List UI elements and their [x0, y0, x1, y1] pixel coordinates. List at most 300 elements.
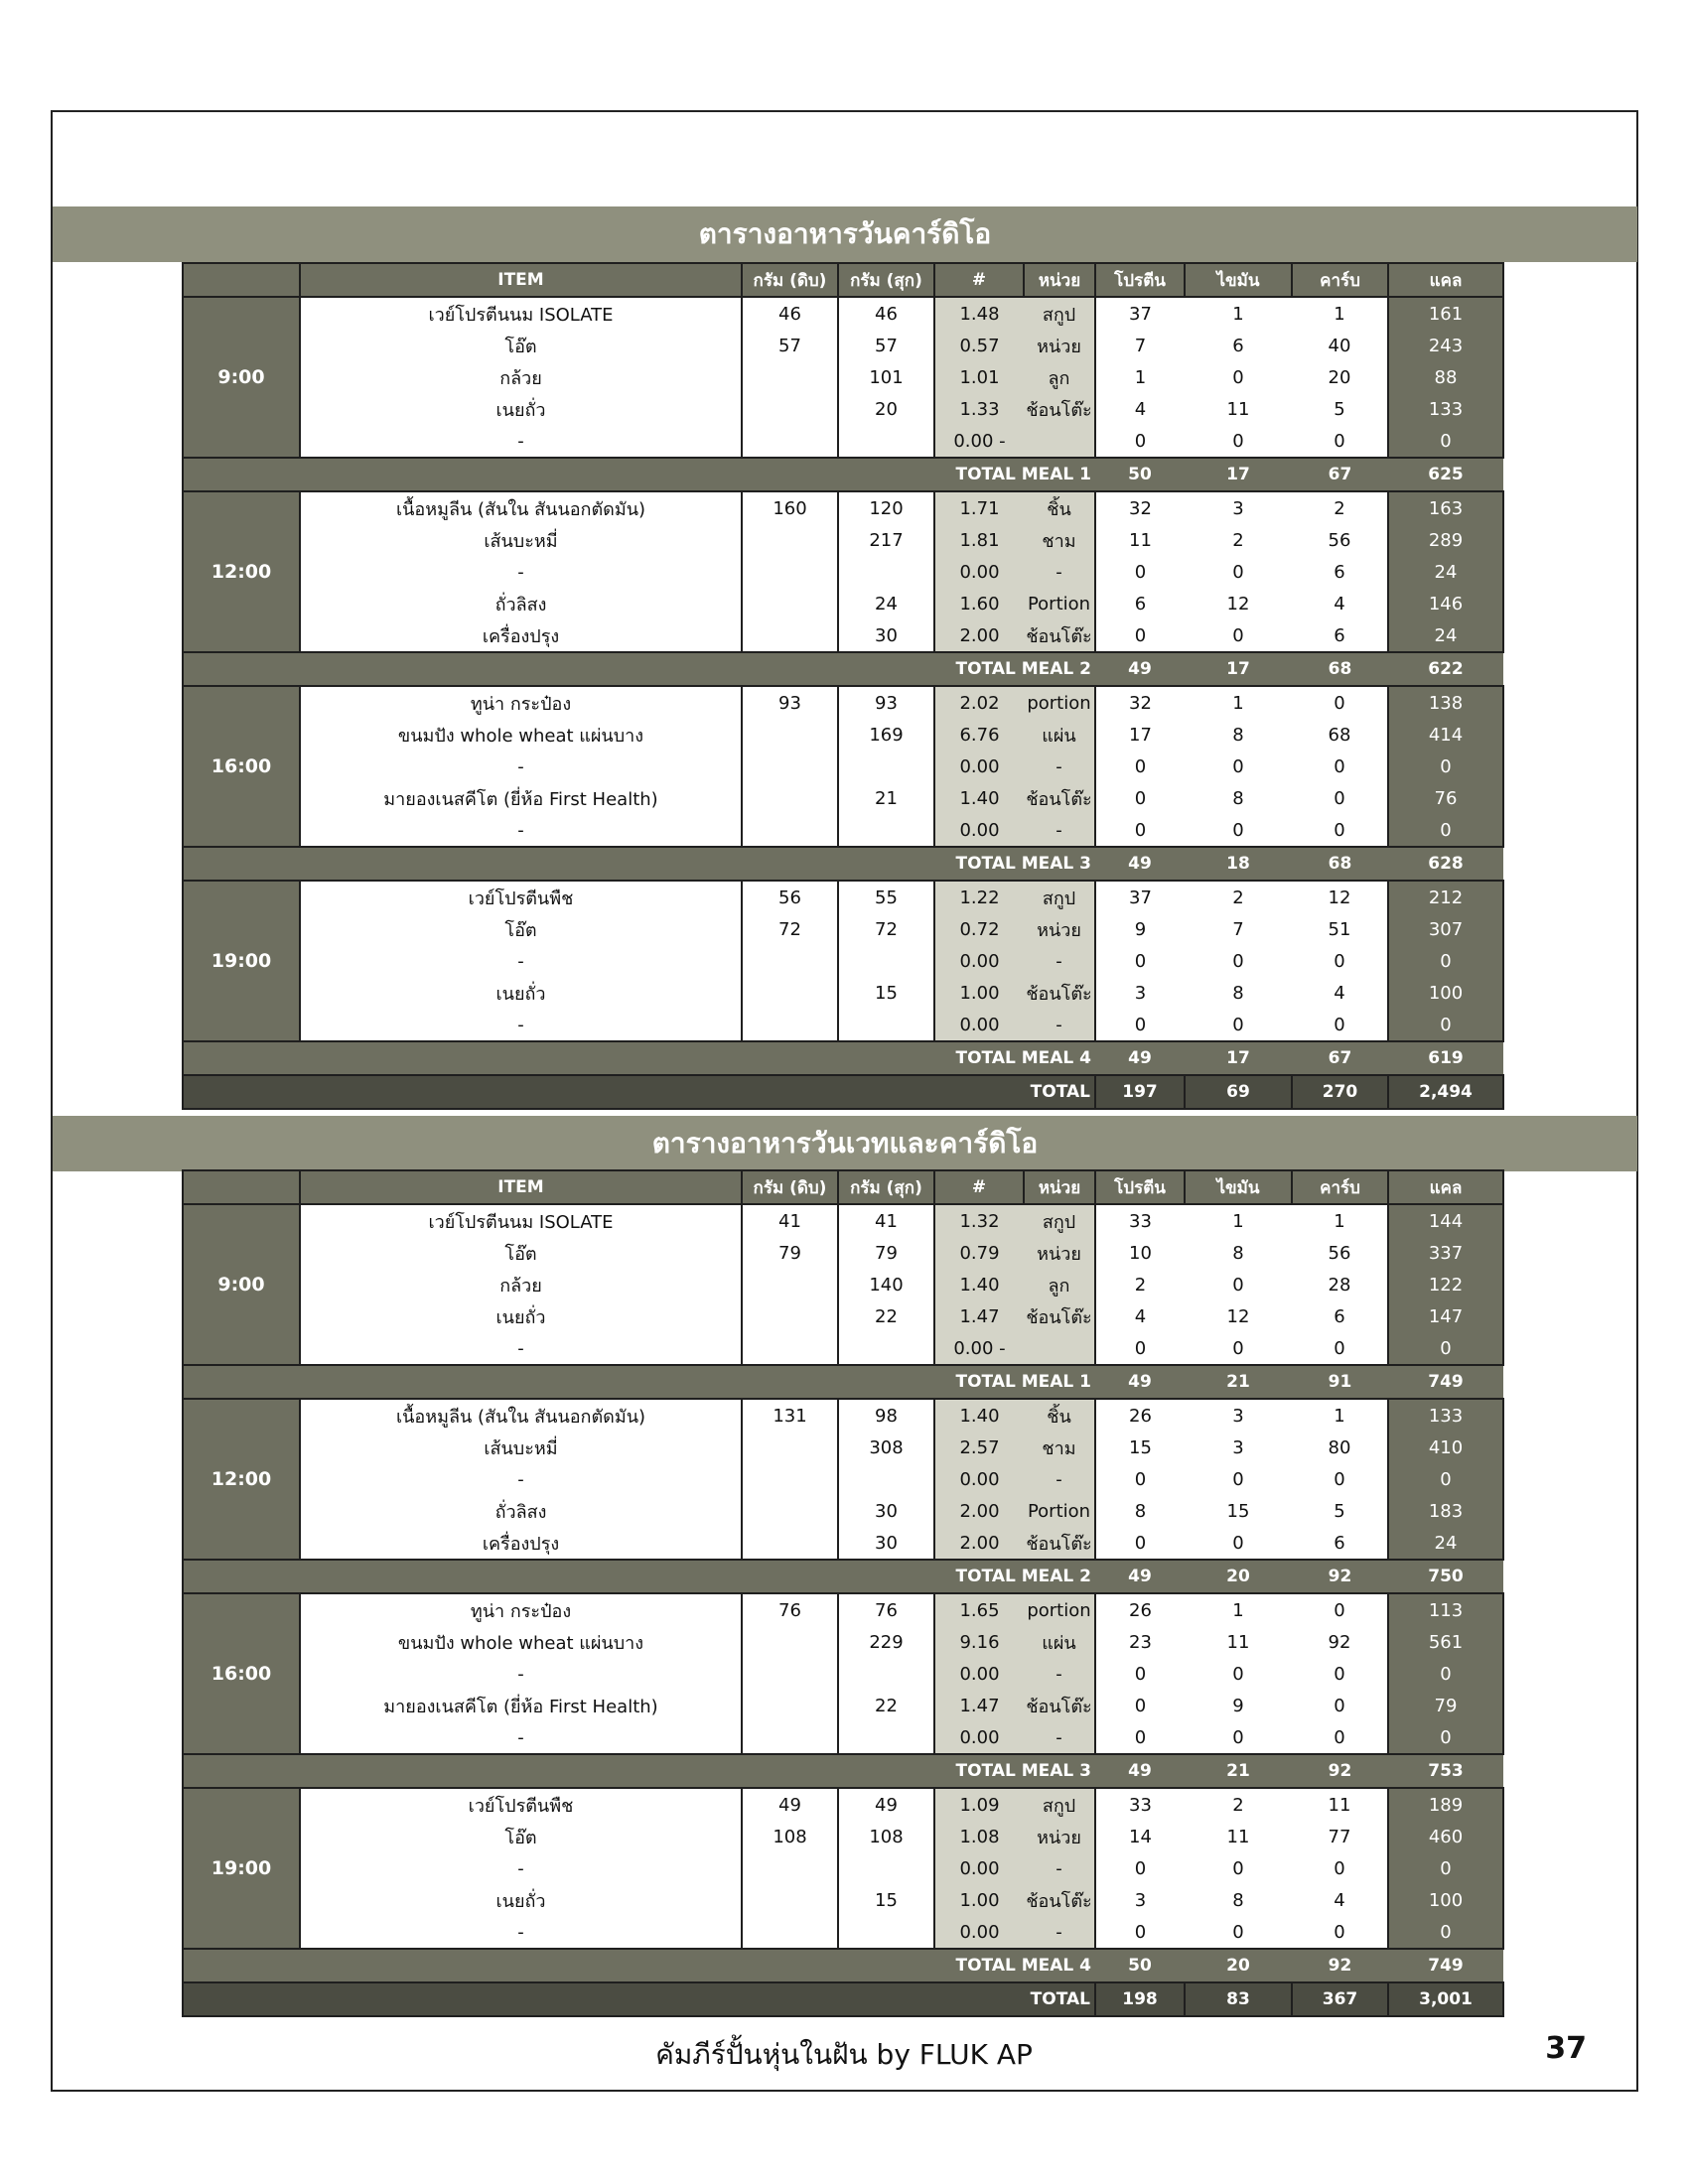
meal-total-carb: 68: [1292, 652, 1388, 686]
raw-grams: [742, 1852, 838, 1884]
fat-value: 3: [1232, 1436, 1244, 1458]
raw-grams: [742, 1658, 838, 1690]
raw-grams: [742, 361, 838, 393]
protein-value: 0: [1095, 1658, 1185, 1690]
meal-total-fat: 21: [1185, 1754, 1292, 1788]
food-row: [183, 782, 1503, 814]
cooked-grams: 72: [838, 913, 934, 945]
carb-value: 0: [1334, 950, 1345, 972]
carb-value: 2: [1292, 491, 1388, 524]
meal-total-kcal: 749: [1388, 1949, 1503, 1982]
food-item-name: โอ๊ต: [300, 913, 742, 945]
kcal-value: 0: [1388, 1009, 1503, 1041]
meal-total-row: [183, 1365, 1503, 1399]
meal-total-protein: 49: [1095, 1041, 1185, 1075]
serving-count: 1.48: [934, 297, 1024, 330]
carb-value: 1: [1292, 1399, 1388, 1432]
kcal-value: 161: [1388, 297, 1503, 330]
food-row: [183, 686, 1503, 719]
protein-value: 32: [1095, 491, 1185, 524]
carb-value: 0: [1334, 755, 1345, 777]
carb-value: 5: [1334, 398, 1345, 420]
carb-value: 0: [1292, 1332, 1388, 1365]
raw-grams: [742, 751, 838, 782]
raw-grams: [742, 1332, 838, 1365]
carb-value: 56: [1328, 529, 1351, 551]
kcal-value: 0: [1388, 1852, 1503, 1884]
header-row: [183, 263, 1503, 297]
kcal-value: 0: [1388, 1721, 1503, 1754]
protein-value: 0: [1095, 814, 1185, 847]
meal-total-blank: [183, 847, 300, 881]
food-item-name: เครื่องปรุง: [300, 1527, 742, 1560]
raw-grams: [742, 1009, 838, 1041]
meal-time: 12:00: [183, 491, 300, 652]
kcal-value: 243: [1388, 330, 1503, 361]
serving-count: 0.79: [934, 1237, 1024, 1269]
meal-total-fat: 17: [1185, 1041, 1292, 1075]
serving-unit: ช้อนโต๊ะ: [1024, 1690, 1095, 1721]
carb-value: 4: [1334, 593, 1345, 614]
cooked-grams: 30: [838, 1495, 934, 1527]
meal-time: 19:00: [183, 1788, 300, 1949]
food-item-name: -: [300, 1463, 742, 1495]
meal-total-fat: 18: [1185, 847, 1292, 881]
cooked-grams: [838, 1658, 934, 1690]
carb-value: 0: [1292, 425, 1388, 458]
meal-total-protein: 50: [1095, 1949, 1185, 1982]
meal-total-protein: 49: [1095, 1365, 1185, 1399]
meal-total-blank: [183, 652, 300, 686]
protein-value: 0: [1095, 556, 1185, 588]
carb-value: 0: [1292, 814, 1388, 847]
meal-time: 16:00: [183, 686, 300, 847]
serving-count: 1.65: [934, 1593, 1024, 1626]
serving-unit: ช้อนโต๊ะ: [1024, 619, 1095, 652]
kcal-value: 24: [1388, 556, 1503, 588]
fat-value: 15: [1226, 1500, 1250, 1522]
meal-total-fat: 21: [1185, 1365, 1292, 1399]
cooked-grams: [838, 1916, 934, 1949]
fat-value: 1: [1185, 686, 1292, 719]
fat-value: 11: [1226, 1826, 1250, 1847]
serving-count: 6.76: [934, 719, 1024, 751]
carb-value: 56: [1328, 1242, 1351, 1264]
raw-grams: 93: [742, 686, 838, 719]
serving-count: 2.00: [934, 619, 1024, 652]
carb-value: 0: [1334, 1857, 1345, 1879]
cooked-grams: [838, 1332, 934, 1365]
meal-time: 16:00: [183, 1593, 300, 1754]
protein-value: 3: [1095, 1884, 1185, 1916]
food-row: [183, 1852, 1503, 1884]
kcal-value: 144: [1388, 1204, 1503, 1237]
food-row: [183, 330, 1503, 361]
kcal-value: 183: [1388, 1495, 1503, 1527]
fat-value: 0: [1232, 950, 1244, 972]
serving-unit: Portion: [1024, 1495, 1095, 1527]
food-item-name: -: [300, 1852, 742, 1884]
food-item-name: -: [300, 1916, 742, 1949]
serving-unit: -: [1024, 751, 1095, 782]
food-item-name: เส้นบะหมี่: [300, 524, 742, 556]
meal-total-fat: 17: [1185, 458, 1292, 491]
raw-grams: 56: [742, 881, 838, 913]
kcal-value: 0: [1388, 1332, 1503, 1365]
kcal-value: 138: [1388, 686, 1503, 719]
serving-count: 2.00: [934, 1527, 1024, 1560]
header-count: #: [934, 263, 1024, 297]
protein-value: 0: [1095, 1332, 1185, 1365]
food-row: [183, 751, 1503, 782]
protein-value: 0: [1095, 1527, 1185, 1560]
meal-total-label: TOTAL MEAL 3: [300, 1754, 1095, 1788]
food-row: [183, 1300, 1503, 1332]
food-item-name: -: [300, 556, 742, 588]
meal-total-label: TOTAL MEAL 1: [300, 1365, 1095, 1399]
fat-value: 0: [1232, 1663, 1244, 1685]
food-item-name: เนื้อหมูลีน (สันใน สันนอกตัดมัน): [300, 1399, 742, 1432]
serving-count: 1.40: [934, 1399, 1024, 1432]
serving-unit: ช้อนโต๊ะ: [1024, 1527, 1095, 1560]
fat-value: 3: [1185, 1399, 1292, 1432]
fat-value: 0: [1185, 814, 1292, 847]
fat-value: 0: [1185, 1916, 1292, 1949]
kcal-value: 410: [1388, 1432, 1503, 1463]
fat-value: 7: [1232, 918, 1244, 940]
food-item-name: เนื้อหมูลีน (สันใน สันนอกตัดมัน): [300, 491, 742, 524]
cooked-grams: 229: [838, 1626, 934, 1658]
meal-total-row: [183, 1949, 1503, 1982]
protein-value: 4: [1095, 393, 1185, 425]
protein-value: 0: [1095, 1852, 1185, 1884]
kcal-value: 88: [1388, 361, 1503, 393]
cooked-grams: 98: [838, 1399, 934, 1432]
food-item-name: -: [300, 1721, 742, 1754]
food-item-name: -: [300, 1332, 742, 1365]
serving-count: 1.47: [934, 1690, 1024, 1721]
food-item-name: โอ๊ต: [300, 1237, 742, 1269]
food-row: [183, 588, 1503, 619]
meal-total-label: TOTAL MEAL 4: [300, 1041, 1095, 1075]
fat-value: 8: [1232, 787, 1244, 809]
fat-value: 0: [1185, 1527, 1292, 1560]
meal-table-weight-cardio: [182, 1169, 1502, 2017]
raw-grams: 160: [742, 491, 838, 524]
serving-count: 0.57: [934, 330, 1024, 361]
header-carb: คาร์บ: [1292, 263, 1388, 297]
food-item-name: -: [300, 945, 742, 977]
carb-value: 6: [1292, 619, 1388, 652]
grand-total-label: TOTAL: [183, 1982, 1095, 2016]
kcal-value: 133: [1388, 1399, 1503, 1432]
serving-count: 2.57: [934, 1432, 1024, 1463]
serving-unit: สกูป: [1024, 1788, 1095, 1821]
serving-unit: ช้อนโต๊ะ: [1024, 977, 1095, 1009]
food-row: [183, 1721, 1503, 1754]
carb-value: 0: [1292, 1721, 1388, 1754]
cooked-grams: 79: [838, 1237, 934, 1269]
cooked-grams: 169: [838, 719, 934, 751]
serving-unit: ลูก: [1024, 1269, 1095, 1300]
cooked-grams: 20: [838, 393, 934, 425]
fat-value: 6: [1232, 335, 1244, 356]
kcal-value: 460: [1388, 1821, 1503, 1852]
food-item-name: เวย์โปรตีนพืช: [300, 881, 742, 913]
serving-count: 1.09: [934, 1788, 1024, 1821]
protein-value: 33: [1095, 1204, 1185, 1237]
cooked-grams: 140: [838, 1269, 934, 1300]
kcal-value: 212: [1388, 881, 1503, 913]
protein-value: 37: [1095, 881, 1185, 913]
kcal-value: 0: [1388, 945, 1503, 977]
serving-unit: -: [1024, 1916, 1095, 1949]
footer-text: คัมภีร์ปั้นหุ่นในฝัน by FLUK AP: [655, 2038, 1033, 2071]
food-row: [183, 1332, 1503, 1365]
serving-unit: ช้อนโต๊ะ: [1024, 393, 1095, 425]
cooked-grams: 15: [838, 977, 934, 1009]
kcal-value: 561: [1388, 1626, 1503, 1658]
meal-total-label: TOTAL MEAL 1: [300, 458, 1095, 491]
meal-time: 9:00: [183, 1204, 300, 1365]
serving-count: 0.00: [934, 945, 1024, 977]
raw-grams: 46: [742, 297, 838, 330]
header-count: #: [934, 1170, 1024, 1204]
raw-grams: [742, 524, 838, 556]
food-row: [183, 913, 1503, 945]
food-item-name: มายองเนสคีโต (ยี่ห้อ First Health): [300, 1690, 742, 1721]
kcal-value: 307: [1388, 913, 1503, 945]
food-item-name: เนยถั่ว: [300, 977, 742, 1009]
meal-total-carb: 92: [1292, 1754, 1388, 1788]
serving-count: 0.00: [934, 1916, 1024, 1949]
carb-value: 4: [1334, 982, 1345, 1004]
protein-value: 0: [1095, 1463, 1185, 1495]
protein-value: 0: [1095, 751, 1185, 782]
serving-unit: แผ่น: [1024, 1626, 1095, 1658]
fat-value: 1: [1185, 297, 1292, 330]
serving-count: 0.00: [934, 1852, 1024, 1884]
serving-count: 0.00: [934, 1463, 1024, 1495]
protein-value: 0: [1095, 1916, 1185, 1949]
raw-grams: [742, 1690, 838, 1721]
protein-value: 4: [1095, 1300, 1185, 1332]
kcal-value: 79: [1388, 1690, 1503, 1721]
fat-value: 1: [1185, 1204, 1292, 1237]
kcal-value: 100: [1388, 1884, 1503, 1916]
header-kcal: แคล: [1388, 263, 1503, 297]
carb-value: 0: [1334, 1695, 1345, 1716]
serving-unit: -: [1024, 1009, 1095, 1041]
serving-count: 1.08: [934, 1821, 1024, 1852]
grand-total-carb: 367: [1292, 1982, 1388, 2016]
food-row: [183, 1269, 1503, 1300]
food-row: [183, 1788, 1503, 1821]
header-protein: โปรตีน: [1095, 1170, 1185, 1204]
carb-value: 0: [1334, 787, 1345, 809]
meal-total-blank: [183, 1041, 300, 1075]
protein-value: 3: [1095, 977, 1185, 1009]
serving-unit: หน่วย: [1024, 330, 1095, 361]
protein-value: 1: [1095, 361, 1185, 393]
kcal-value: 147: [1388, 1300, 1503, 1332]
raw-grams: 49: [742, 1788, 838, 1821]
header-carb: คาร์บ: [1292, 1170, 1388, 1204]
header-fat: ไขมัน: [1185, 1170, 1292, 1204]
protein-value: 14: [1095, 1821, 1185, 1852]
meal-total-kcal: 619: [1388, 1041, 1503, 1075]
serving-count: 1.60: [934, 588, 1024, 619]
serving-count: 0.72: [934, 913, 1024, 945]
meal-table: [182, 1169, 1504, 2017]
meal-total-carb: 92: [1292, 1560, 1388, 1593]
food-item-name: -: [300, 1658, 742, 1690]
kcal-value: 122: [1388, 1269, 1503, 1300]
meal-time: 12:00: [183, 1399, 300, 1560]
serving-count: 0.00: [934, 1658, 1024, 1690]
fat-value: 3: [1185, 491, 1292, 524]
carb-value: 68: [1328, 724, 1351, 746]
meal-total-kcal: 753: [1388, 1754, 1503, 1788]
protein-value: 0: [1095, 425, 1185, 458]
fat-value: 0: [1232, 366, 1244, 388]
serving-unit: หน่วย: [1024, 913, 1095, 945]
serving-count: 2.02: [934, 686, 1024, 719]
meal-total-carb: 67: [1292, 458, 1388, 491]
serving-unit: สกูป: [1024, 881, 1095, 913]
kcal-value: 0: [1388, 814, 1503, 847]
cooked-grams: [838, 1463, 934, 1495]
protein-value: 0: [1095, 1009, 1185, 1041]
fat-value: 8: [1232, 1889, 1244, 1911]
header-unit: หน่วย: [1024, 263, 1095, 297]
serving-count: 0.00 -: [934, 425, 1024, 458]
cooked-grams: 49: [838, 1788, 934, 1821]
fat-value: 0: [1185, 1009, 1292, 1041]
kcal-value: 24: [1388, 619, 1503, 652]
serving-count: 0.00 -: [934, 1332, 1024, 1365]
meal-total-carb: 68: [1292, 847, 1388, 881]
cooked-grams: 120: [838, 491, 934, 524]
serving-unit: ช้อนโต๊ะ: [1024, 1884, 1095, 1916]
serving-unit: สกูป: [1024, 1204, 1095, 1237]
fat-value: 0: [1232, 1274, 1244, 1296]
meal-total-protein: 49: [1095, 1754, 1185, 1788]
protein-value: 26: [1095, 1593, 1185, 1626]
food-item-name: เครื่องปรุง: [300, 619, 742, 652]
kcal-value: 414: [1388, 719, 1503, 751]
grand-total-fat: 69: [1185, 1075, 1292, 1109]
protein-value: 10: [1095, 1237, 1185, 1269]
raw-grams: 72: [742, 913, 838, 945]
header-cooked-grams: กรัม (สุก): [838, 263, 934, 297]
fat-value: 0: [1232, 755, 1244, 777]
serving-unit: -: [1024, 1463, 1095, 1495]
serving-unit: [1024, 1332, 1095, 1365]
header-raw-grams: กรัม (ดิบ): [742, 263, 838, 297]
meal-total-row: [183, 652, 1503, 686]
serving-unit: สกูป: [1024, 297, 1095, 330]
meal-total-carb: 67: [1292, 1041, 1388, 1075]
meal-time: 19:00: [183, 881, 300, 1041]
header-kcal: แคล: [1388, 1170, 1503, 1204]
serving-unit: -: [1024, 814, 1095, 847]
food-item-name: เวย์โปรตีนพืช: [300, 1788, 742, 1821]
header-item: ITEM: [300, 263, 742, 297]
fat-value: 0: [1232, 1857, 1244, 1879]
raw-grams: [742, 1721, 838, 1754]
food-row: [183, 977, 1503, 1009]
header-raw-grams: กรัม (ดิบ): [742, 1170, 838, 1204]
meal-total-protein: 49: [1095, 652, 1185, 686]
fat-value: 0: [1232, 1468, 1244, 1490]
food-item-name: ทูน่า กระป๋อง: [300, 686, 742, 719]
cooked-grams: [838, 556, 934, 588]
raw-grams: 41: [742, 1204, 838, 1237]
kcal-value: 133: [1388, 393, 1503, 425]
grand-total-protein: 198: [1095, 1982, 1185, 2016]
carb-value: 11: [1292, 1788, 1388, 1821]
kcal-value: 0: [1388, 1463, 1503, 1495]
food-row: [183, 524, 1503, 556]
meal-total-blank: [183, 458, 300, 491]
food-item-name: เนยถั่ว: [300, 1300, 742, 1332]
meal-total-kcal: 749: [1388, 1365, 1503, 1399]
kcal-value: 163: [1388, 491, 1503, 524]
carb-value: 0: [1292, 1009, 1388, 1041]
protein-value: 8: [1095, 1495, 1185, 1527]
cooked-grams: 21: [838, 782, 934, 814]
meal-table-cardio: [182, 262, 1502, 1110]
grand-total-carb: 270: [1292, 1075, 1388, 1109]
meal-total-row: [183, 1560, 1503, 1593]
carb-value: 6: [1334, 561, 1345, 583]
protein-value: 7: [1095, 330, 1185, 361]
meal-total-blank: [183, 1949, 300, 1982]
food-row: [183, 556, 1503, 588]
kcal-value: 76: [1388, 782, 1503, 814]
food-row: [183, 719, 1503, 751]
fat-value: 8: [1232, 982, 1244, 1004]
carb-value: 0: [1334, 1468, 1345, 1490]
meal-total-kcal: 625: [1388, 458, 1503, 491]
serving-count: 1.00: [934, 977, 1024, 1009]
section-title-weight-cardio: ตารางอาหารวันเวทและคาร์ดิโอ: [53, 1116, 1637, 1171]
food-item-name: เวย์โปรตีนนม ISOLATE: [300, 297, 742, 330]
header-row: [183, 1170, 1503, 1204]
header-unit: หน่วย: [1024, 1170, 1095, 1204]
raw-grams: [742, 393, 838, 425]
food-row: [183, 1626, 1503, 1658]
cooked-grams: 24: [838, 588, 934, 619]
meal-total-carb: 91: [1292, 1365, 1388, 1399]
grand-total-kcal: 3,001: [1388, 1982, 1503, 2016]
protein-value: 0: [1095, 945, 1185, 977]
raw-grams: 57: [742, 330, 838, 361]
carb-value: 51: [1328, 918, 1351, 940]
meal-total-label: TOTAL MEAL 3: [300, 847, 1095, 881]
grand-total-fat: 83: [1185, 1982, 1292, 2016]
cooked-grams: [838, 751, 934, 782]
serving-unit: ชาม: [1024, 1432, 1095, 1463]
grand-total-protein: 197: [1095, 1075, 1185, 1109]
food-item-name: เนยถั่ว: [300, 393, 742, 425]
meal-total-row: [183, 458, 1503, 491]
raw-grams: [742, 719, 838, 751]
carb-value: 0: [1292, 686, 1388, 719]
food-item-name: เวย์โปรตีนนม ISOLATE: [300, 1204, 742, 1237]
meal-total-fat: 20: [1185, 1949, 1292, 1982]
